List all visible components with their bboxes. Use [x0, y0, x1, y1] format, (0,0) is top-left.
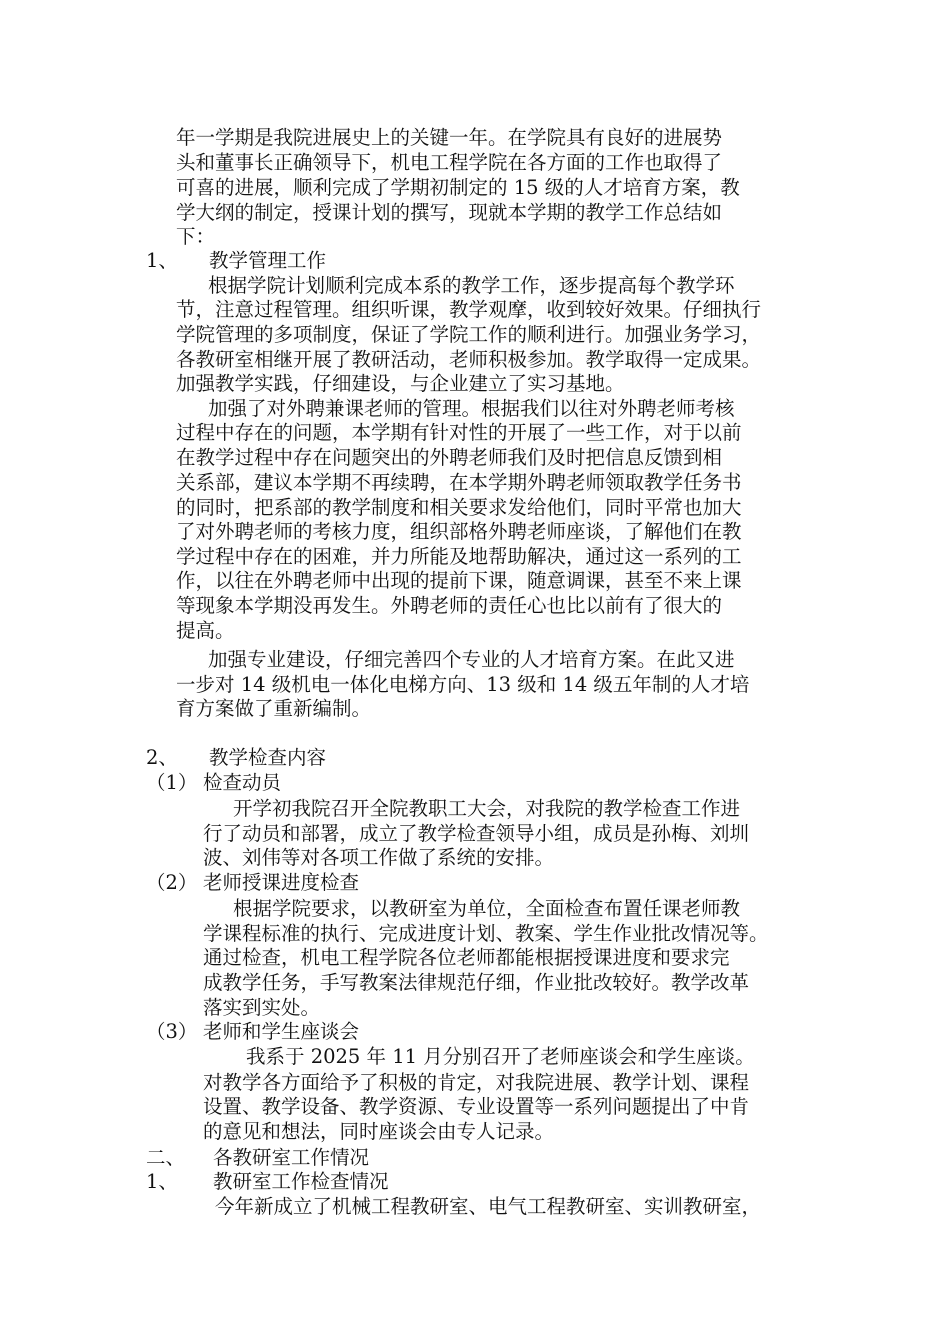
text-line: 过程中存在的问题，本学期有针对性的开展了一些工作，对于以前: [176, 421, 742, 444]
subsection-number: （3）: [146, 1020, 198, 1043]
subsection-number: （2）: [146, 871, 198, 894]
text-line: 今年新成立了机械工程教研室、电气工程教研室、实训教研室，: [215, 1195, 762, 1218]
text-line: 育方案做了重新编制。: [176, 697, 372, 720]
section-title: 教研室工作检查情况: [213, 1170, 389, 1193]
section-title: 教学检查内容: [209, 746, 327, 769]
text-line: 根据学院要求，以教研室为单位，全面检查布置任课老师教: [233, 897, 741, 920]
text-line: 的意见和想法，同时座谈会由专人记录。: [203, 1120, 555, 1143]
text-line: 各教研室相继开展了教研活动，老师积极参加。教学取得一定成果。: [176, 348, 762, 371]
section-number: 1、: [146, 1170, 178, 1193]
text-line: 我系于 2025 年 11 月分别召开了老师座谈会和学生座谈。: [246, 1045, 755, 1068]
text-line: 行了动员和部署，成立了教学检查领导小组，成员是孙梅、刘圳: [203, 822, 750, 845]
text-line: 一步对 14 级机电一体化电梯方向、13 级和 14 级五年制的人才培: [176, 673, 750, 696]
text-line: 可喜的进展，顺利完成了学期初制定的 15 级的人才培育方案，教: [176, 176, 740, 199]
text-line: 了对外聘老师的考核力度，组织部格外聘老师座谈，了解他们在教: [176, 520, 742, 543]
chapter-number: 二、: [146, 1146, 186, 1169]
subsection-title: 检查动员: [203, 771, 282, 794]
text-line: 等现象本学期没再发生。外聘老师的责任心也比以前有了很大的: [176, 594, 723, 617]
text-line: 成教学任务，手写教案法律规范仔细，作业批改较好。教学改革: [203, 971, 750, 994]
text-line: 对教学各方面给予了积极的肯定，对我院进展、教学计划、课程: [203, 1071, 750, 1094]
text-line: 加强专业建设，仔细完善四个专业的人才培育方案。在此又进: [208, 648, 735, 671]
text-line: 头和董事长正确领导下，机电工程学院在各方面的工作也取得了: [176, 151, 723, 174]
subsection-title: 老师和学生座谈会: [203, 1020, 360, 1043]
text-line: 年一学期是我院进展史上的关键一年。在学院具有良好的进展势: [176, 126, 723, 149]
text-line: 加强了对外聘兼课老师的管理。根据我们以往对外聘老师考核: [208, 397, 735, 420]
text-line: 学过程中存在的困难，并力所能及地帮助解决，通过这一系列的工: [176, 545, 742, 568]
text-line: 波、刘伟等对各项工作做了系统的安排。: [203, 846, 555, 869]
text-line: 的同时，把系部的教学制度和相关要求发给他们，同时平常也加大: [176, 496, 742, 519]
text-line: 学课程标准的执行、完成进度计划、教案、学生作业批改情况等。: [203, 922, 769, 945]
text-line: 提高。: [176, 619, 235, 642]
text-line: 在教学过程中存在问题突出的外聘老师我们及时把信息反馈到相: [176, 446, 723, 469]
subsection-title: 老师授课进度检查: [203, 871, 360, 894]
text-line: 学院管理的多项制度，保证了学院工作的顺利进行。加强业务学习，: [176, 323, 762, 346]
text-line: 落实到实处。: [203, 996, 321, 1019]
subsection-number: （1）: [146, 771, 198, 794]
text-line: 通过检查，机电工程学院各位老师都能根据授课进度和要求完: [203, 946, 730, 969]
text-line: 开学初我院召开全院教职工大会，对我院的教学检查工作进: [233, 797, 741, 820]
section-number: 1、: [146, 249, 178, 272]
text-line: 关系部，建议本学期不再续聘，在本学期外聘老师领取教学任务书: [176, 471, 742, 494]
text-line: 下：: [176, 225, 216, 248]
text-line: 根据学院计划顺利完成本系的教学工作，逐步提高每个教学环: [208, 274, 735, 297]
text-line: 设置、教学设备、教学资源、专业设置等一系列问题提出了中肯: [203, 1095, 750, 1118]
chapter-title: 各教研室工作情况: [213, 1146, 370, 1169]
text-line: 作，以往在外聘老师中出现的提前下课，随意调课，甚至不来上课: [176, 569, 742, 592]
text-line: 学大纲的制定，授课计划的撰写，现就本学期的教学工作总结如: [176, 201, 723, 224]
section-title: 教学管理工作: [209, 249, 327, 272]
section-number: 2、: [146, 746, 178, 769]
text-line: 节，注意过程管理。组织听课，教学观摩，收到较好效果。仔细执行: [176, 298, 762, 321]
text-line: 加强教学实践，仔细建设，与企业建立了实习基地。: [176, 372, 625, 395]
